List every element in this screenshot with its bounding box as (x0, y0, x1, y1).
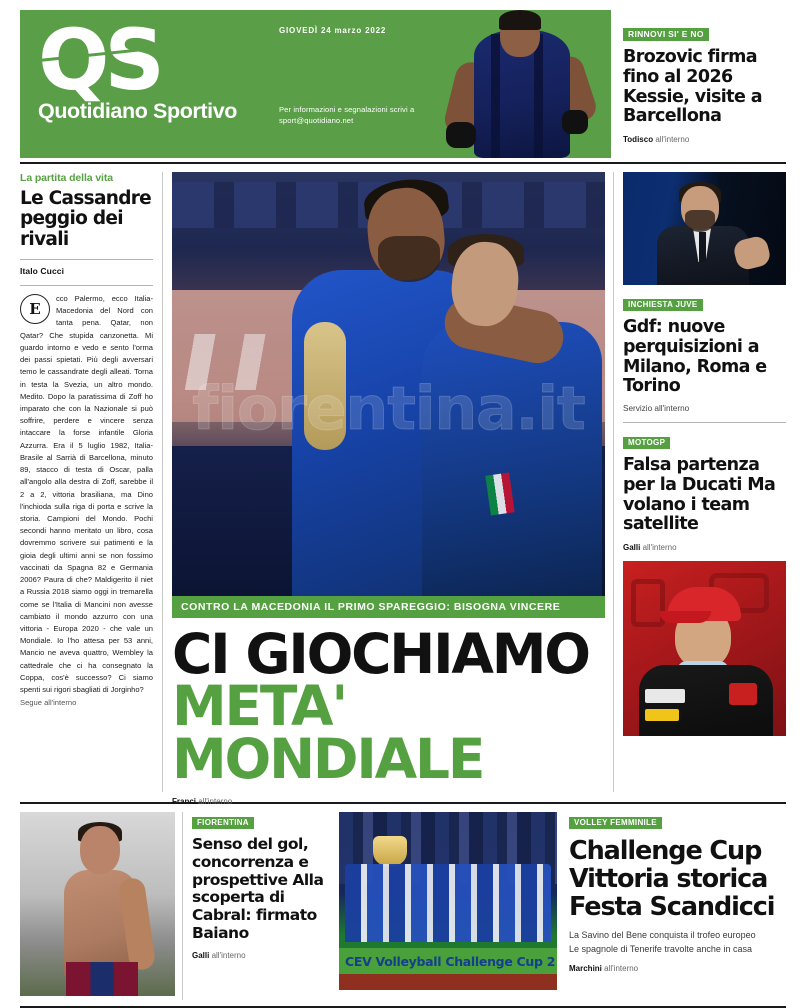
juve-headline[interactable]: Gdf: nuove perquisizioni a Milano, Roma e Torino (623, 317, 767, 397)
bottom-left-photo-column (20, 812, 183, 1000)
juve-photo-tie (699, 232, 706, 262)
volley-byline-author: Marchini (569, 964, 602, 974)
editorial-title[interactable]: Le Cassandre peggio dei rivali (20, 188, 152, 250)
editorial-divider-bottom (20, 285, 153, 286)
fiorentina-byline (192, 951, 326, 960)
lead-photo-caption: CONTRO LA MACEDONIA IL PRIMO SPAREGGIO: BISOGNA VINCERE (172, 596, 605, 618)
volley-subtext-line-2: Le spagnole di Tenerife travolte anche in casa (569, 943, 752, 954)
lead-photo-player2-body (422, 322, 602, 596)
publication-date: GIOVEDÌ 24 marzo 2022 (279, 26, 387, 35)
motogp-byline-author: Galli (623, 543, 641, 553)
juve-subtext: Servizio all'interno (623, 404, 690, 414)
editorial-column (20, 172, 163, 792)
masthead-bottom-rule (20, 162, 786, 164)
motogp-photo-backdrop-logo-1 (631, 579, 665, 627)
fiorentina-byline-note: all'interno (211, 950, 246, 960)
lead-headline[interactable] (172, 622, 604, 791)
juve-story[interactable] (623, 294, 786, 413)
volley-photo-banner (339, 948, 557, 974)
masthead (20, 10, 786, 158)
editorial-kicker: La partita della vita (20, 172, 114, 184)
lead-photo-player1-number (304, 322, 346, 450)
motogp-byline-note: all'interno (642, 543, 677, 553)
volley-tag: VOLLEY FEMMINILE (569, 817, 662, 830)
right-column (614, 172, 786, 792)
motogp-photo-sponsor-patch-2 (645, 709, 679, 721)
top-news-byline-author: Todisco (623, 135, 654, 145)
volley-byline-note: all'interno (604, 964, 639, 974)
top-news-byline-note: all'interno (655, 135, 690, 145)
volley-subtext (569, 929, 786, 956)
motogp-headline[interactable]: Falsa partenza per la Ducati Ma volano i team satellite (623, 455, 776, 535)
fiorentina-photo-shorts (66, 962, 138, 996)
top-news-headline[interactable]: Brozovic firma fino al 2026 Kessie, visite a Barcellona (623, 47, 762, 127)
lead-photo-player1-beard (378, 236, 440, 282)
lead-photo (172, 172, 605, 596)
lead-byline-author: Franci (172, 796, 197, 806)
lead-headline-line1: CI GIOCHIAMO (172, 622, 589, 686)
volley-story[interactable] (557, 812, 786, 1000)
contact-line-1: Per informazioni e segnalazioni scrivi a (279, 105, 415, 114)
top-news-tag: RINNOVI SI' E NO (623, 28, 709, 41)
top-news-byline (623, 135, 780, 144)
motogp-photo-sponsor-patch-3 (729, 683, 757, 705)
logo-mark: QS (38, 11, 160, 109)
motogp-photo (623, 561, 786, 736)
fiorentina-headline[interactable]: Senso del gol, concorrenza e prospettive Alla scoperta di Cabral: firmato Baiano (192, 835, 324, 943)
editorial-divider-top (20, 259, 153, 260)
contact-info (279, 104, 414, 126)
volley-byline (569, 964, 786, 973)
volley-subtext-line-1: La Savino del Bene conquista il trofeo europeo (569, 930, 756, 941)
bottom-strip (20, 812, 786, 1000)
main-content-grid (20, 172, 786, 806)
editorial-body-text: cco Palermo, ecco Italia-Macedonia del Nord con tanta pena. Qatar, non Qatar? Che stupida canzonetta. Mi guardo intorno e vedo e sento l'orma dei passi spietati. Più degli avversari temo le cassandrate degli alleati. Torna in testa la Svezia, un altro mondo. Medito. Dopo la paratissima di Zoff ho imparato che con la Nazionale si può soffrire, perdere e vincere senza intaccare la forse infantile Gloria Azzurra. Era il 5 luglio 1982, Italia-Brasile al Sarrià di Barcellona, minuto 89, stacco di testa di Oscar, palla all'angolo alla destra di Zoff, sarebbe il 2 a 2, vittoria brasiliana, ma Dino l'inchioda sulla riga di porta e scrive la storia. Campioni del Mondo. Pochi secondi hanno meritato un libro, cosa dovremmo scrivere sui patimenti e la gioia degli ultimi anni se non fossimo vaccinati da Spagna 82 e Germania 2006? Paura di che? Maldigerito il niet a Russia 2018 siamo oggi in tremarella come se l'Italia di Mancini non avesse cambiato il mondo azzurro con una vittoria - Europa 2020 - che vale un Mondiale. Io l'ho attesa per 53 anni, Mancio ne aveva quattro, Wembley la cattedrale che ci ha consegnato la Coppa, cos'è successo? Ci siamo spenti sui rigori sbagliati di Jorginho? (20, 294, 153, 695)
editorial-dropcap: E (20, 294, 50, 324)
fiorentina-tag: FIORENTINA (192, 817, 254, 830)
logo-wordmark: Quotidiano Sportivo (38, 98, 238, 123)
juve-photo (623, 172, 786, 285)
lead-story-column (163, 172, 614, 806)
volley-photo-team (345, 864, 551, 942)
right-column-divider-1 (623, 422, 786, 423)
motogp-tag: MOTOGP (623, 437, 670, 450)
editorial-author: Italo Cucci (20, 266, 65, 277)
fiorentina-photo (20, 812, 175, 996)
editorial-segue: Segue all'interno (20, 698, 77, 708)
motogp-story[interactable] (623, 432, 786, 552)
lead-byline (172, 797, 604, 806)
fiorentina-story[interactable] (183, 812, 335, 1000)
volley-photo-trophy (373, 836, 407, 866)
editorial-body (20, 293, 153, 696)
lead-headline-line2: META' MONDIALE (172, 674, 484, 791)
juve-tag: INCHIESTA JUVE (623, 299, 703, 312)
fiorentina-photo-head (80, 826, 120, 874)
volley-headline[interactable]: Challenge Cup Vittoria storica Festa Scandicci (569, 836, 775, 923)
lead-byline-note: all'interno (198, 796, 233, 806)
juve-photo-beard (685, 210, 715, 232)
motogp-photo-sponsor-patch-1 (645, 689, 685, 703)
contact-line-2: sport@quotidiano.net (279, 116, 354, 125)
volley-photo-banner-text: CEV Volleyball Challenge Cup 2 (345, 953, 556, 969)
volley-photo-floor (339, 974, 557, 990)
masthead-logo[interactable] (20, 10, 255, 158)
motogp-byline (623, 543, 786, 552)
volley-photo (339, 812, 557, 990)
fiorentina-byline-author: Galli (192, 950, 210, 960)
top-right-news-box[interactable] (611, 10, 786, 158)
